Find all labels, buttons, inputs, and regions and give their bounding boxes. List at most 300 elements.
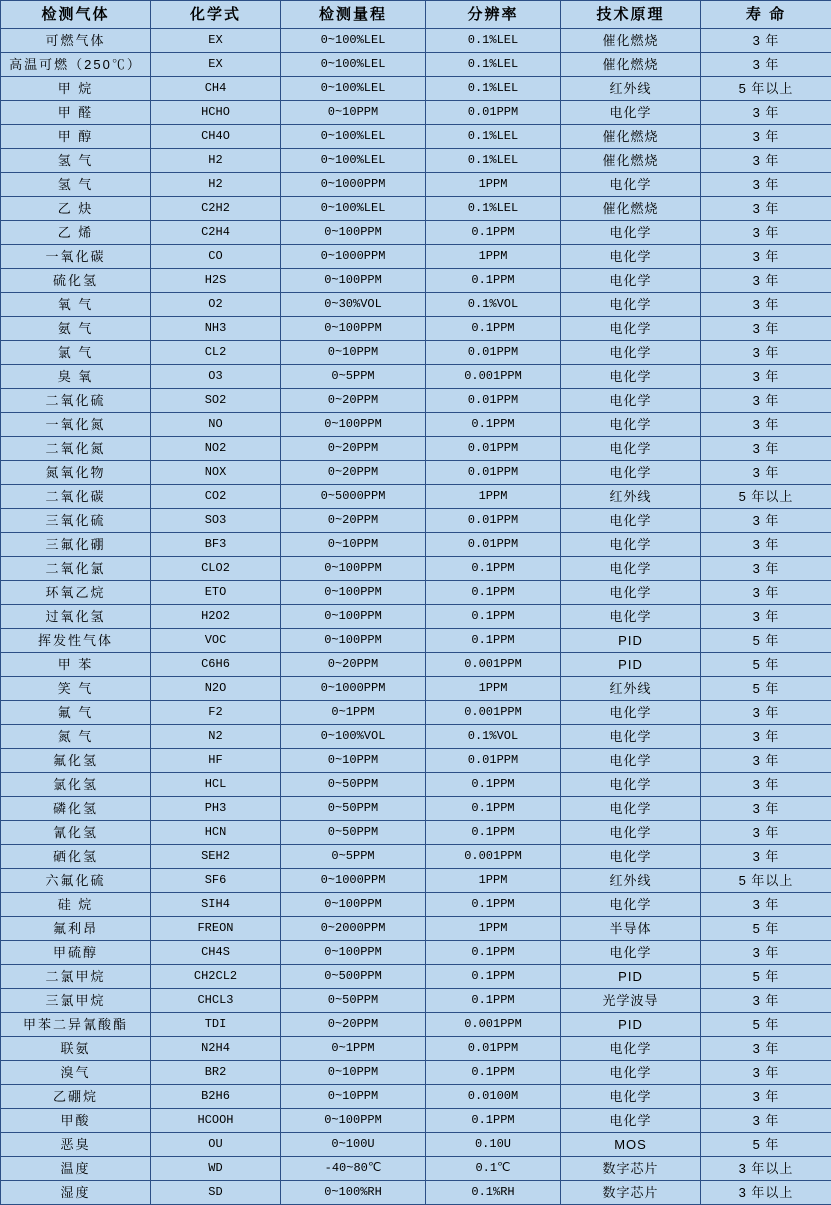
cell-gas-name: 氟利昂: [1, 917, 151, 941]
cell-principle: 催化燃烧: [561, 197, 701, 221]
cell-resolution: 0.01PPM: [426, 341, 561, 365]
cell-formula: O2: [151, 293, 281, 317]
table-row: [1, 173, 831, 197]
table-row: [1, 389, 831, 413]
cell-range: 0~100PPM: [281, 941, 426, 965]
table-row: [1, 341, 831, 365]
cell-lifetime: 3 年: [701, 797, 831, 821]
cell-resolution: 0.001PPM: [426, 653, 561, 677]
cell-gas-name: 二氧化碳: [1, 485, 151, 509]
cell-principle: 电化学: [561, 941, 701, 965]
cell-range: 0~10PPM: [281, 1085, 426, 1109]
cell-range: 0~100PPM: [281, 557, 426, 581]
cell-range: 0~100U: [281, 1133, 426, 1157]
cell-lifetime: 3 年: [701, 101, 831, 125]
cell-principle: 电化学: [561, 293, 701, 317]
cell-lifetime: 3 年: [701, 53, 831, 77]
cell-range: 0~100PPM: [281, 605, 426, 629]
cell-formula: NH3: [151, 317, 281, 341]
cell-lifetime: 3 年: [701, 749, 831, 773]
cell-principle: 电化学: [561, 821, 701, 845]
cell-lifetime: 3 年: [701, 125, 831, 149]
table-row: [1, 581, 831, 605]
cell-range: 0~20PPM: [281, 389, 426, 413]
cell-principle: 电化学: [561, 773, 701, 797]
cell-range: 0~100PPM: [281, 269, 426, 293]
cell-resolution: 0.1PPM: [426, 1061, 561, 1085]
cell-resolution: 0.1PPM: [426, 413, 561, 437]
cell-range: 0~100%RH: [281, 1181, 426, 1205]
cell-formula: CLO2: [151, 557, 281, 581]
cell-gas-name: 臭 氧: [1, 365, 151, 389]
cell-range: 0~100%LEL: [281, 53, 426, 77]
table-row: [1, 293, 831, 317]
cell-resolution: 1PPM: [426, 917, 561, 941]
cell-lifetime: 3 年: [701, 389, 831, 413]
cell-resolution: 0.1PPM: [426, 941, 561, 965]
cell-formula: HCOOH: [151, 1109, 281, 1133]
cell-range: 0~100PPM: [281, 413, 426, 437]
cell-resolution: 0.1PPM: [426, 605, 561, 629]
cell-principle: 红外线: [561, 677, 701, 701]
cell-resolution: 1PPM: [426, 485, 561, 509]
cell-gas-name: 三氯甲烷: [1, 989, 151, 1013]
cell-principle: 催化燃烧: [561, 125, 701, 149]
cell-formula: HF: [151, 749, 281, 773]
cell-formula: OU: [151, 1133, 281, 1157]
table-row: [1, 821, 831, 845]
table-row: [1, 797, 831, 821]
cell-lifetime: 3 年: [701, 1109, 831, 1133]
cell-gas-name: 氯 气: [1, 341, 151, 365]
cell-range: 0~50PPM: [281, 989, 426, 1013]
cell-principle: 电化学: [561, 1109, 701, 1133]
cell-resolution: 0.1PPM: [426, 629, 561, 653]
table-row: [1, 1061, 831, 1085]
cell-lifetime: 3 年: [701, 581, 831, 605]
cell-lifetime: 3 年: [701, 461, 831, 485]
column-header-resolution: 分辨率: [426, 1, 561, 29]
cell-resolution: 0.1PPM: [426, 269, 561, 293]
table-row: [1, 77, 831, 101]
table-row: [1, 1109, 831, 1133]
cell-range: 0~20PPM: [281, 461, 426, 485]
cell-range: 0~100%LEL: [281, 149, 426, 173]
cell-resolution: 0.1PPM: [426, 773, 561, 797]
cell-resolution: 0.1PPM: [426, 821, 561, 845]
cell-range: 0~10PPM: [281, 341, 426, 365]
cell-resolution: 0.1PPM: [426, 965, 561, 989]
cell-formula: VOC: [151, 629, 281, 653]
cell-lifetime: 3 年: [701, 509, 831, 533]
cell-formula: EX: [151, 29, 281, 53]
cell-lifetime: 3 年: [701, 845, 831, 869]
table-row: [1, 509, 831, 533]
cell-resolution: 0.001PPM: [426, 1013, 561, 1037]
cell-gas-name: 硅 烷: [1, 893, 151, 917]
cell-resolution: 0.001PPM: [426, 701, 561, 725]
table-row: [1, 917, 831, 941]
cell-range: 0~1000PPM: [281, 869, 426, 893]
cell-lifetime: 3 年: [701, 725, 831, 749]
cell-gas-name: 六氟化硫: [1, 869, 151, 893]
cell-formula: WD: [151, 1157, 281, 1181]
table-row: [1, 413, 831, 437]
table-row: [1, 605, 831, 629]
table-row: [1, 749, 831, 773]
cell-principle: 电化学: [561, 1061, 701, 1085]
table-row: [1, 317, 831, 341]
cell-gas-name: 氧 气: [1, 293, 151, 317]
cell-lifetime: 3 年: [701, 821, 831, 845]
table-row: [1, 125, 831, 149]
cell-range: 0~100%LEL: [281, 77, 426, 101]
cell-formula: F2: [151, 701, 281, 725]
cell-formula: H2O2: [151, 605, 281, 629]
cell-gas-name: 温度: [1, 1157, 151, 1181]
cell-gas-name: 乙 炔: [1, 197, 151, 221]
cell-principle: PID: [561, 629, 701, 653]
cell-resolution: 0.001PPM: [426, 845, 561, 869]
cell-range: 0~30%VOL: [281, 293, 426, 317]
cell-resolution: 0.01PPM: [426, 461, 561, 485]
cell-lifetime: 3 年: [701, 365, 831, 389]
cell-principle: 红外线: [561, 485, 701, 509]
cell-gas-name: 可燃气体: [1, 29, 151, 53]
cell-principle: 数字芯片: [561, 1157, 701, 1181]
cell-range: 0~100%VOL: [281, 725, 426, 749]
cell-range: 0~10PPM: [281, 101, 426, 125]
cell-lifetime: 3 年: [701, 1061, 831, 1085]
cell-principle: 电化学: [561, 413, 701, 437]
cell-range: 0~1000PPM: [281, 245, 426, 269]
cell-lifetime: 5 年: [701, 1013, 831, 1037]
cell-range: 0~5000PPM: [281, 485, 426, 509]
cell-lifetime: 3 年: [701, 893, 831, 917]
table-row: [1, 893, 831, 917]
cell-range: 0~100PPM: [281, 893, 426, 917]
table-row: [1, 989, 831, 1013]
cell-gas-name: 甲 醛: [1, 101, 151, 125]
cell-principle: 电化学: [561, 893, 701, 917]
column-header-lifetime: 寿 命: [701, 1, 831, 29]
table-row: [1, 845, 831, 869]
cell-range: 0~50PPM: [281, 821, 426, 845]
cell-formula: N2: [151, 725, 281, 749]
cell-resolution: 0.1PPM: [426, 989, 561, 1013]
cell-gas-name: 氟化氢: [1, 749, 151, 773]
cell-gas-name: 湿度: [1, 1181, 151, 1205]
table-row: [1, 245, 831, 269]
cell-range: 0~1PPM: [281, 1037, 426, 1061]
cell-formula: CO2: [151, 485, 281, 509]
cell-lifetime: 3 年以上: [701, 1157, 831, 1181]
cell-resolution: 0.1%LEL: [426, 53, 561, 77]
cell-gas-name: 二氧化氯: [1, 557, 151, 581]
cell-resolution: 0.1PPM: [426, 893, 561, 917]
cell-principle: 半导体: [561, 917, 701, 941]
table-row: [1, 1037, 831, 1061]
cell-principle: 电化学: [561, 533, 701, 557]
cell-principle: 电化学: [561, 725, 701, 749]
cell-principle: PID: [561, 653, 701, 677]
cell-lifetime: 5 年: [701, 1133, 831, 1157]
cell-range: 0~20PPM: [281, 437, 426, 461]
cell-lifetime: 3 年以上: [701, 1181, 831, 1205]
cell-lifetime: 3 年: [701, 1037, 831, 1061]
table-row: [1, 653, 831, 677]
cell-resolution: 0.1%VOL: [426, 725, 561, 749]
cell-lifetime: 3 年: [701, 557, 831, 581]
cell-range: 0~50PPM: [281, 797, 426, 821]
cell-formula: SO3: [151, 509, 281, 533]
cell-resolution: 0.01PPM: [426, 509, 561, 533]
cell-resolution: 1PPM: [426, 173, 561, 197]
table-row: [1, 869, 831, 893]
cell-range: 0~5PPM: [281, 365, 426, 389]
cell-formula: CHCL3: [151, 989, 281, 1013]
cell-range: 0~5PPM: [281, 845, 426, 869]
cell-range: -40~80℃: [281, 1157, 426, 1181]
cell-lifetime: 5 年: [701, 917, 831, 941]
cell-lifetime: 3 年: [701, 269, 831, 293]
cell-formula: SD: [151, 1181, 281, 1205]
cell-lifetime: 3 年: [701, 605, 831, 629]
cell-resolution: 0.01PPM: [426, 533, 561, 557]
cell-gas-name: 二氯甲烷: [1, 965, 151, 989]
table-row: [1, 365, 831, 389]
cell-range: 0~20PPM: [281, 509, 426, 533]
cell-lifetime: 3 年: [701, 317, 831, 341]
cell-gas-name: 挥发性气体: [1, 629, 151, 653]
cell-resolution: 1PPM: [426, 245, 561, 269]
cell-gas-name: 环氧乙烷: [1, 581, 151, 605]
table-row: [1, 221, 831, 245]
cell-principle: 红外线: [561, 869, 701, 893]
column-header-range: 检测量程: [281, 1, 426, 29]
table-row: [1, 701, 831, 725]
table-header: [1, 1, 831, 29]
table-row: [1, 941, 831, 965]
cell-range: 0~2000PPM: [281, 917, 426, 941]
cell-formula: C6H6: [151, 653, 281, 677]
cell-principle: 电化学: [561, 389, 701, 413]
cell-range: 0~100PPM: [281, 221, 426, 245]
cell-lifetime: 3 年: [701, 989, 831, 1013]
cell-formula: C2H4: [151, 221, 281, 245]
cell-formula: CO: [151, 245, 281, 269]
cell-formula: N2H4: [151, 1037, 281, 1061]
cell-lifetime: 3 年: [701, 437, 831, 461]
cell-formula: B2H6: [151, 1085, 281, 1109]
cell-lifetime: 5 年: [701, 653, 831, 677]
cell-principle: 电化学: [561, 437, 701, 461]
cell-resolution: 0.10U: [426, 1133, 561, 1157]
cell-resolution: 0.01PPM: [426, 1037, 561, 1061]
cell-gas-name: 氟 气: [1, 701, 151, 725]
cell-range: 0~10PPM: [281, 749, 426, 773]
cell-resolution: 0.1%LEL: [426, 125, 561, 149]
table-row: [1, 149, 831, 173]
cell-formula: HCN: [151, 821, 281, 845]
cell-formula: EX: [151, 53, 281, 77]
table-row: [1, 53, 831, 77]
table-header-row: [1, 1, 831, 29]
cell-resolution: 0.1PPM: [426, 797, 561, 821]
cell-lifetime: 3 年: [701, 413, 831, 437]
cell-formula: O3: [151, 365, 281, 389]
cell-lifetime: 3 年: [701, 173, 831, 197]
cell-resolution: 0.01PPM: [426, 101, 561, 125]
cell-formula: HCHO: [151, 101, 281, 125]
table-row: [1, 29, 831, 53]
cell-gas-name: 二氧化硫: [1, 389, 151, 413]
cell-resolution: 0.001PPM: [426, 365, 561, 389]
cell-gas-name: 甲硫醇: [1, 941, 151, 965]
cell-lifetime: 5 年: [701, 629, 831, 653]
cell-principle: 电化学: [561, 605, 701, 629]
cell-principle: 电化学: [561, 173, 701, 197]
cell-range: 0~20PPM: [281, 653, 426, 677]
cell-gas-name: 过氧化氢: [1, 605, 151, 629]
table-row: [1, 461, 831, 485]
cell-formula: H2: [151, 173, 281, 197]
cell-principle: 电化学: [561, 221, 701, 245]
cell-lifetime: 5 年: [701, 677, 831, 701]
cell-gas-name: 甲 烷: [1, 77, 151, 101]
cell-lifetime: 3 年: [701, 245, 831, 269]
cell-resolution: 1PPM: [426, 869, 561, 893]
cell-formula: TDI: [151, 1013, 281, 1037]
table-row: [1, 677, 831, 701]
cell-gas-name: 氰化氢: [1, 821, 151, 845]
cell-resolution: 0.01PPM: [426, 437, 561, 461]
cell-gas-name: 磷化氢: [1, 797, 151, 821]
cell-gas-name: 甲苯二异氰酸酯: [1, 1013, 151, 1037]
column-header-formula: 化学式: [151, 1, 281, 29]
cell-lifetime: 5 年以上: [701, 77, 831, 101]
cell-principle: 催化燃烧: [561, 149, 701, 173]
cell-formula: H2: [151, 149, 281, 173]
cell-gas-name: 三氟化硼: [1, 533, 151, 557]
table-row: [1, 557, 831, 581]
cell-lifetime: 3 年: [701, 197, 831, 221]
table-row: [1, 1013, 831, 1037]
cell-principle: 电化学: [561, 245, 701, 269]
cell-formula: BF3: [151, 533, 281, 557]
cell-formula: CH4: [151, 77, 281, 101]
cell-gas-name: 甲 苯: [1, 653, 151, 677]
cell-formula: H2S: [151, 269, 281, 293]
cell-formula: CL2: [151, 341, 281, 365]
cell-resolution: 0.1%LEL: [426, 77, 561, 101]
cell-principle: PID: [561, 1013, 701, 1037]
cell-principle: 电化学: [561, 749, 701, 773]
cell-range: 0~100PPM: [281, 581, 426, 605]
cell-lifetime: 3 年: [701, 293, 831, 317]
cell-principle: MOS: [561, 1133, 701, 1157]
cell-resolution: 0.1PPM: [426, 317, 561, 341]
cell-gas-name: 二氧化氮: [1, 437, 151, 461]
cell-formula: NO2: [151, 437, 281, 461]
cell-principle: 电化学: [561, 845, 701, 869]
cell-resolution: 0.01PPM: [426, 389, 561, 413]
cell-formula: PH3: [151, 797, 281, 821]
cell-principle: PID: [561, 965, 701, 989]
cell-range: 0~10PPM: [281, 1061, 426, 1085]
table-row: [1, 1085, 831, 1109]
column-header-gas-name: 检测气体: [1, 1, 151, 29]
cell-principle: 电化学: [561, 317, 701, 341]
cell-range: 0~1000PPM: [281, 677, 426, 701]
cell-formula: C2H2: [151, 197, 281, 221]
cell-lifetime: 5 年以上: [701, 485, 831, 509]
cell-gas-name: 乙 烯: [1, 221, 151, 245]
cell-lifetime: 3 年: [701, 149, 831, 173]
cell-gas-name: 甲酸: [1, 1109, 151, 1133]
cell-gas-name: 溴气: [1, 1061, 151, 1085]
cell-principle: 红外线: [561, 77, 701, 101]
cell-principle: 催化燃烧: [561, 29, 701, 53]
cell-gas-name: 甲 醇: [1, 125, 151, 149]
cell-lifetime: 3 年: [701, 341, 831, 365]
table-row: [1, 533, 831, 557]
table-row: [1, 437, 831, 461]
cell-principle: 电化学: [561, 269, 701, 293]
cell-formula: NOX: [151, 461, 281, 485]
cell-resolution: 0.1%LEL: [426, 197, 561, 221]
cell-principle: 电化学: [561, 557, 701, 581]
cell-formula: N2O: [151, 677, 281, 701]
cell-formula: SF6: [151, 869, 281, 893]
cell-principle: 电化学: [561, 1037, 701, 1061]
cell-gas-name: 硒化氢: [1, 845, 151, 869]
cell-resolution: 0.1%LEL: [426, 29, 561, 53]
cell-lifetime: 3 年: [701, 533, 831, 557]
table-row: [1, 1133, 831, 1157]
cell-principle: 电化学: [561, 101, 701, 125]
cell-resolution: 0.1%RH: [426, 1181, 561, 1205]
table-row: [1, 101, 831, 125]
cell-principle: 电化学: [561, 365, 701, 389]
cell-resolution: 0.1PPM: [426, 1109, 561, 1133]
cell-principle: 电化学: [561, 581, 701, 605]
cell-formula: BR2: [151, 1061, 281, 1085]
cell-resolution: 0.1%LEL: [426, 149, 561, 173]
cell-range: 0~100%LEL: [281, 125, 426, 149]
table-row: [1, 965, 831, 989]
table-row: [1, 773, 831, 797]
table-row: [1, 629, 831, 653]
cell-gas-name: 氯化氢: [1, 773, 151, 797]
cell-formula: CH4O: [151, 125, 281, 149]
cell-principle: 电化学: [561, 461, 701, 485]
cell-resolution: 0.1PPM: [426, 221, 561, 245]
cell-principle: 光学波导: [561, 989, 701, 1013]
cell-gas-name: 高温可燃（250℃）: [1, 53, 151, 77]
cell-range: 0~100%LEL: [281, 29, 426, 53]
cell-range: 0~100PPM: [281, 317, 426, 341]
cell-range: 0~500PPM: [281, 965, 426, 989]
cell-resolution: 0.01PPM: [426, 749, 561, 773]
cell-gas-name: 三氧化硫: [1, 509, 151, 533]
cell-range: 0~20PPM: [281, 1013, 426, 1037]
cell-gas-name: 氢 气: [1, 173, 151, 197]
cell-formula: FREON: [151, 917, 281, 941]
cell-formula: CH2CL2: [151, 965, 281, 989]
cell-lifetime: 3 年: [701, 941, 831, 965]
cell-principle: 电化学: [561, 1085, 701, 1109]
